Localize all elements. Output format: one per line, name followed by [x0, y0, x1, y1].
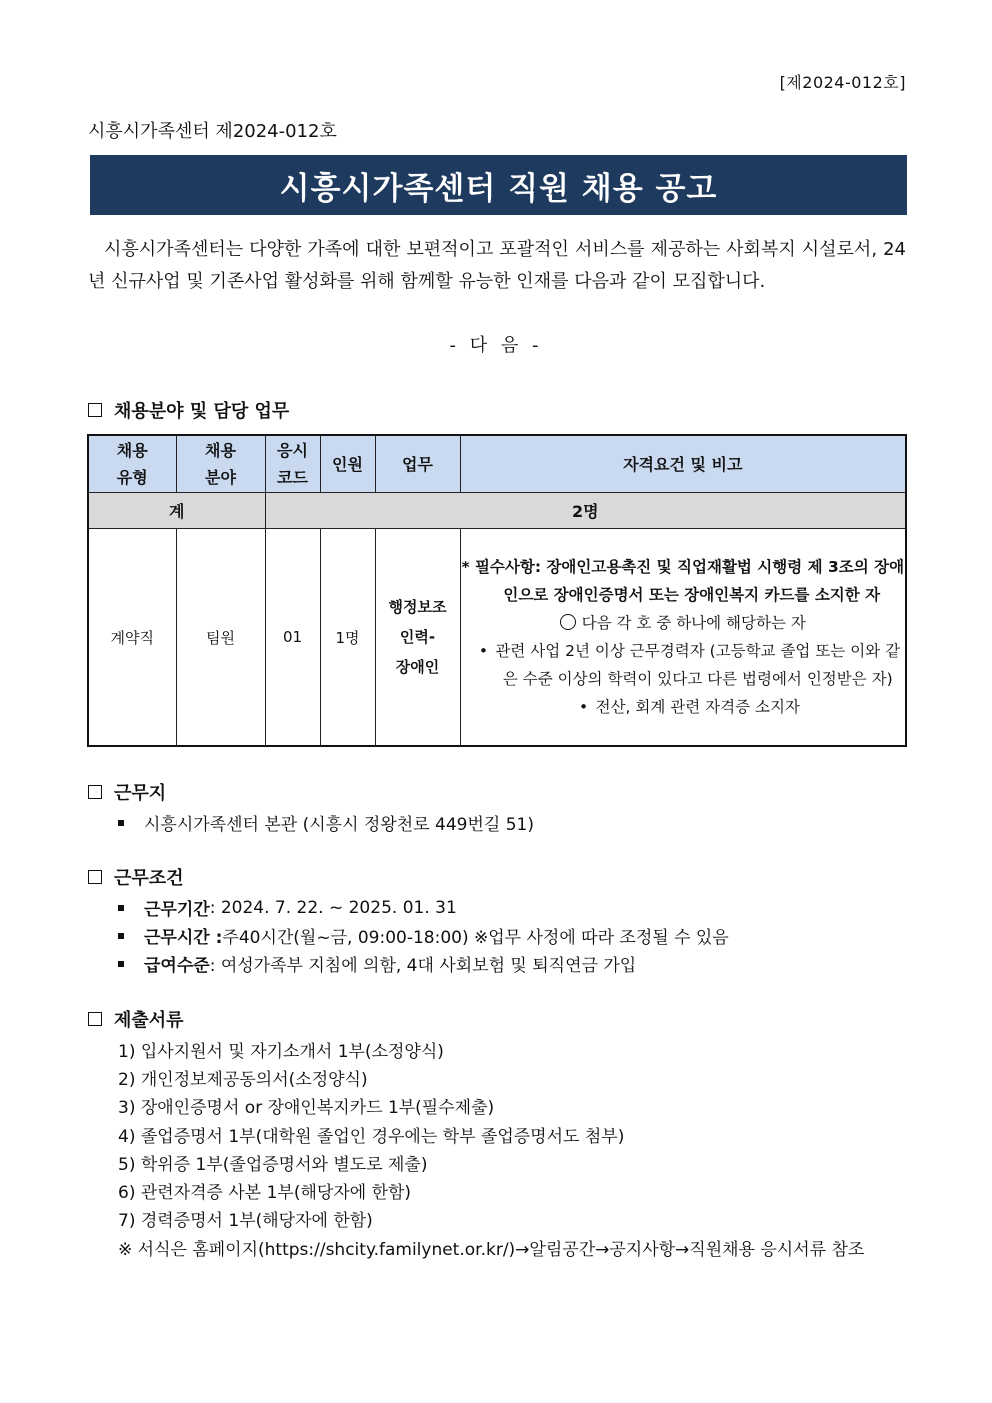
condition-item: 급여수준 : 여성가족부 지침에 의함, 4대 사회보험 및 퇴직연금 가입 — [118, 951, 636, 976]
circle-icon — [560, 614, 576, 630]
square-bullet-icon — [118, 905, 124, 911]
cell-field: 팀원 — [176, 529, 265, 747]
section-workplace-heading — [88, 779, 166, 805]
bullet-icon: • — [478, 642, 488, 660]
table-header-row — [88, 435, 906, 493]
section-conditions-heading — [88, 864, 184, 890]
section-recruit-heading — [88, 397, 289, 423]
square-bullet-icon — [118, 933, 124, 939]
recruit-table — [87, 434, 907, 747]
intro-paragraph: 시흥시가족센터는 다양한 가족에 대한 보편적이고 포괄적인 서비스를 제공하는 사회복지 시설로서, 24년 신규사업 및 기존사업 활성화를 위해 함께할 유능한 인재를 다음과 같이 모집합니다. — [88, 239, 906, 292]
table-row — [88, 529, 906, 747]
document-item: 6) 관련자격증 사본 1부(해당자에 한함) — [118, 1183, 412, 1203]
square-bullet-icon — [118, 820, 124, 826]
section-conditions-title: 근무조건 — [114, 868, 184, 889]
workplace-item: 시흥시가족센터 본관 (시흥시 정왕천로 449번길 51) — [118, 810, 534, 835]
checkbox-square-icon — [88, 785, 102, 799]
table-total-row — [88, 493, 906, 529]
section-documents-title: 제출서류 — [114, 1010, 184, 1031]
cell-task: 행정보조 인력- 장애인 — [375, 529, 460, 747]
total-label: 계 — [88, 493, 265, 529]
header-field: 채용 분야 — [176, 435, 265, 493]
bullet-icon: • — [579, 698, 589, 716]
section-recruit-title: 채용분야 및 담당 업무 — [114, 401, 290, 422]
condition-item: 근무시간 : 주40시간(월~금, 09:00-18:00) ※업무 사정에 따라 조정될 수 있음 — [118, 923, 729, 948]
da-eum-label: - 다 음 - — [449, 335, 543, 356]
cell-qualification — [460, 529, 906, 747]
document-item: 1) 입사지원서 및 자기소개서 1부(소정양식) — [118, 1042, 444, 1062]
bullet-item: • 전산, 회계 관련 자격증 소지자 — [461, 693, 906, 721]
document-item: 3) 장애인증명서 or 장애인복지카드 1부(필수제출) — [118, 1098, 495, 1118]
document-item: 2) 개인정보제공동의서(소정양식) — [118, 1070, 368, 1090]
circle-line: 다음 각 호 중 하나에 해당하는 자 — [461, 609, 906, 637]
checkbox-square-icon — [88, 1012, 102, 1026]
document-item: 4) 졸업증명서 1부(대학원 졸업인 경우에는 학부 졸업증명서도 첨부) — [118, 1127, 625, 1147]
header-count: 인원 — [320, 435, 375, 493]
documents-note: ※ 서식은 홈페이지(https://shcity.familynet.or.kr/)→알림공간→공지사항→직원채용 응시서류 참조 — [118, 1240, 865, 1260]
condition-item: 근무기간 : 2024. 7. 22. ~ 2025. 01. 31 — [118, 895, 457, 920]
page-number: [제2024-012호] — [779, 73, 906, 92]
section-workplace-title: 근무지 — [114, 783, 167, 804]
document-item: 7) 경력증명서 1부(해당자에 한함) — [118, 1211, 373, 1231]
header-task: 업무 — [375, 435, 460, 493]
checkbox-square-icon — [88, 403, 102, 417]
required-qualification: * 필수사항: 장애인고용촉진 및 직업재활법 시행령 제 3조의 장애인으로 장애인증명서 또는 장애인복지 카드를 소지한 자 — [461, 558, 905, 604]
cell-code: 01 — [265, 529, 320, 747]
header-qualification: 자격요건 및 비고 — [460, 435, 906, 493]
bullet-item: • 관련 사업 2년 이상 근무경력자 (고등학교 졸업 또는 이와 같은 수준 이상의 학력이 있다고 다른 법령에서 인정받은 자) — [461, 637, 906, 693]
header-code: 응시 코드 — [265, 435, 320, 493]
title-banner — [90, 155, 907, 215]
total-value: 2명 — [265, 493, 906, 529]
header-type: 채용 유형 — [88, 435, 176, 493]
cell-count: 1명 — [320, 529, 375, 747]
document-number: 시흥시가족센터 제2024-012호 — [88, 121, 337, 142]
document-item: 5) 학위증 1부(졸업증명서와 별도로 제출) — [118, 1155, 428, 1175]
page-title: 시흥시가족센터 직원 채용 공고 — [279, 170, 718, 207]
checkbox-square-icon — [88, 870, 102, 884]
section-documents-heading — [88, 1006, 184, 1032]
square-bullet-icon — [118, 961, 124, 967]
cell-type: 계약직 — [88, 529, 176, 747]
